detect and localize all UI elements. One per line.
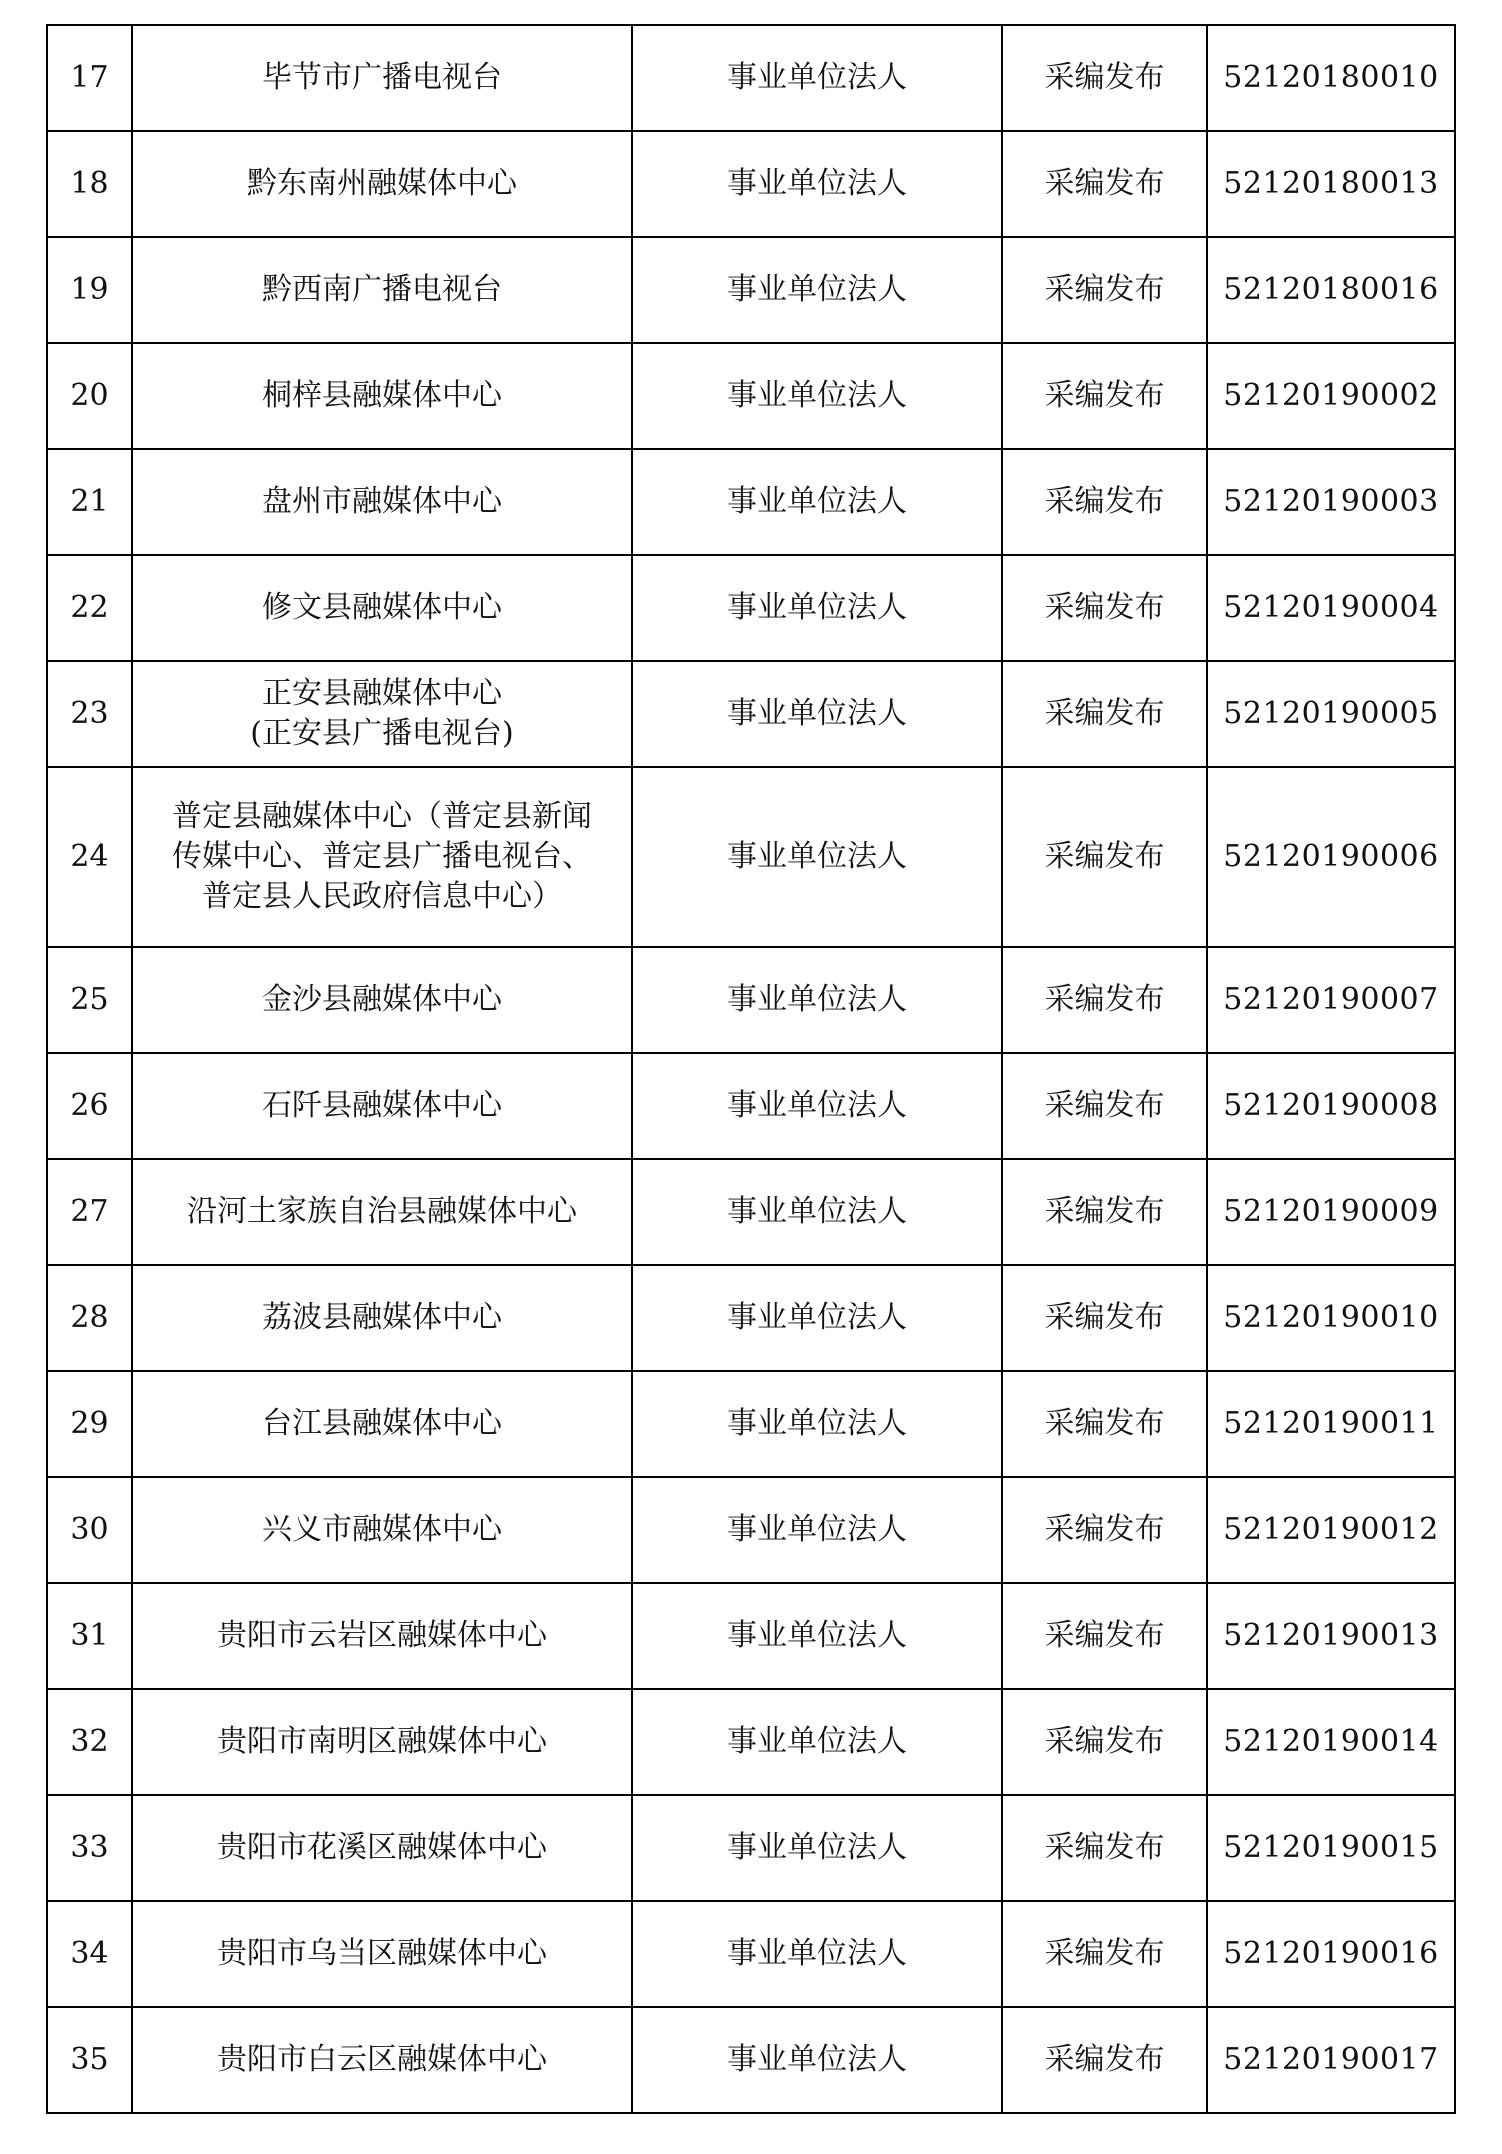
entity-type-cell: 事业单位法人	[632, 1689, 1002, 1795]
table-row	[47, 131, 1455, 237]
license-code-cell: 52120190016	[1207, 1901, 1455, 2007]
row-number-cell: 35	[47, 2007, 132, 2113]
row-number-cell: 19	[47, 237, 132, 343]
service-scope-cell: 采编发布	[1002, 449, 1207, 555]
row-number-cell: 18	[47, 131, 132, 237]
service-scope-cell: 采编发布	[1002, 555, 1207, 661]
table-row	[47, 25, 1455, 131]
table-row	[47, 1583, 1455, 1689]
table-row	[47, 661, 1455, 767]
service-scope-cell: 采编发布	[1002, 1053, 1207, 1159]
table-row	[47, 1053, 1455, 1159]
table-row	[47, 237, 1455, 343]
organization-name-line: 兴义市融媒体中心	[262, 1512, 502, 1547]
license-code-cell: 52120190003	[1207, 449, 1455, 555]
license-code-cell: 52120190007	[1207, 947, 1455, 1053]
service-scope-cell: 采编发布	[1002, 237, 1207, 343]
entity-type-cell: 事业单位法人	[632, 131, 1002, 237]
organization-name-line: 贵阳市云岩区融媒体中心	[217, 1618, 547, 1653]
license-code-cell: 52120180016	[1207, 237, 1455, 343]
entity-type-cell: 事业单位法人	[632, 947, 1002, 1053]
organization-name-cell	[132, 1795, 632, 1901]
service-scope-cell: 采编发布	[1002, 661, 1207, 767]
organization-name-cell	[132, 1159, 632, 1265]
organization-name-line: (正安县广播电视台)	[250, 716, 514, 751]
organization-name-cell	[132, 947, 632, 1053]
organization-name-line: 传媒中心、普定县广播电视台、	[172, 839, 592, 874]
organization-name-cell	[132, 449, 632, 555]
row-number-cell: 28	[47, 1265, 132, 1371]
organization-name-line: 沿河土家族自治县融媒体中心	[187, 1194, 577, 1229]
organization-name-cell	[132, 1371, 632, 1477]
organization-name-cell	[132, 237, 632, 343]
table-row	[47, 1901, 1455, 2007]
organization-name-line: 普定县融媒体中心（普定县新闻	[172, 799, 592, 834]
organization-name-line: 台江县融媒体中心	[262, 1406, 502, 1441]
organization-name-cell	[132, 1053, 632, 1159]
service-scope-cell: 采编发布	[1002, 1901, 1207, 2007]
organization-name-line: 黔东南州融媒体中心	[247, 166, 517, 201]
service-scope-cell: 采编发布	[1002, 947, 1207, 1053]
license-code-cell: 52120190009	[1207, 1159, 1455, 1265]
license-code-cell: 52120190011	[1207, 1371, 1455, 1477]
organization-name-cell	[132, 1477, 632, 1583]
table-row	[47, 1159, 1455, 1265]
organization-name-cell	[132, 767, 632, 947]
organization-name-line: 盘州市融媒体中心	[262, 484, 502, 519]
license-code-cell: 52120190017	[1207, 2007, 1455, 2113]
organization-name-cell	[132, 131, 632, 237]
row-number-cell: 34	[47, 1901, 132, 2007]
license-code-cell: 52120190014	[1207, 1689, 1455, 1795]
organization-name-cell	[132, 25, 632, 131]
row-number-cell: 27	[47, 1159, 132, 1265]
row-number-cell: 30	[47, 1477, 132, 1583]
service-scope-cell: 采编发布	[1002, 1265, 1207, 1371]
registry-table-body	[47, 25, 1455, 2113]
organization-name-cell	[132, 1265, 632, 1371]
organization-name-line: 毕节市广播电视台	[262, 60, 502, 95]
service-scope-cell: 采编发布	[1002, 1371, 1207, 1477]
entity-type-cell: 事业单位法人	[632, 555, 1002, 661]
table-row	[47, 947, 1455, 1053]
organization-name-line: 正安县融媒体中心	[262, 676, 502, 711]
license-code-cell: 52120190002	[1207, 343, 1455, 449]
license-code-cell: 52120180010	[1207, 25, 1455, 131]
organization-name-cell	[132, 1901, 632, 2007]
entity-type-cell: 事业单位法人	[632, 1583, 1002, 1689]
organization-name-line: 金沙县融媒体中心	[262, 982, 502, 1017]
license-code-cell: 52120190010	[1207, 1265, 1455, 1371]
entity-type-cell: 事业单位法人	[632, 237, 1002, 343]
entity-type-cell: 事业单位法人	[632, 2007, 1002, 2113]
entity-type-cell: 事业单位法人	[632, 661, 1002, 767]
entity-type-cell: 事业单位法人	[632, 25, 1002, 131]
organization-name-line: 黔西南广播电视台	[262, 272, 502, 307]
table-row	[47, 1265, 1455, 1371]
row-number-cell: 20	[47, 343, 132, 449]
organization-name-cell	[132, 555, 632, 661]
organization-name-line: 贵阳市白云区融媒体中心	[217, 2042, 547, 2077]
entity-type-cell: 事业单位法人	[632, 1053, 1002, 1159]
table-row	[47, 343, 1455, 449]
organization-name-line: 石阡县融媒体中心	[262, 1088, 502, 1123]
service-scope-cell: 采编发布	[1002, 343, 1207, 449]
table-row	[47, 555, 1455, 661]
table-row	[47, 1795, 1455, 1901]
service-scope-cell: 采编发布	[1002, 1159, 1207, 1265]
row-number-cell: 24	[47, 767, 132, 947]
service-scope-cell: 采编发布	[1002, 1689, 1207, 1795]
service-scope-cell: 采编发布	[1002, 25, 1207, 131]
organization-name-line: 修文县融媒体中心	[262, 590, 502, 625]
license-code-cell: 52120190013	[1207, 1583, 1455, 1689]
organization-name-cell	[132, 1583, 632, 1689]
entity-type-cell: 事业单位法人	[632, 1159, 1002, 1265]
registry-table-container	[46, 24, 1454, 2114]
organization-name-cell	[132, 2007, 632, 2113]
row-number-cell: 33	[47, 1795, 132, 1901]
organization-name-cell	[132, 343, 632, 449]
row-number-cell: 29	[47, 1371, 132, 1477]
row-number-cell: 17	[47, 25, 132, 131]
table-row	[47, 449, 1455, 555]
table-row	[47, 1477, 1455, 1583]
license-code-cell: 52120190015	[1207, 1795, 1455, 1901]
registry-table	[46, 24, 1456, 2114]
organization-name-line: 贵阳市乌当区融媒体中心	[217, 1936, 547, 1971]
license-code-cell: 52120190004	[1207, 555, 1455, 661]
entity-type-cell: 事业单位法人	[632, 1795, 1002, 1901]
license-code-cell: 52120180013	[1207, 131, 1455, 237]
entity-type-cell: 事业单位法人	[632, 1265, 1002, 1371]
row-number-cell: 22	[47, 555, 132, 661]
organization-name-line: 贵阳市花溪区融媒体中心	[217, 1830, 547, 1865]
entity-type-cell: 事业单位法人	[632, 767, 1002, 947]
organization-name-cell	[132, 1689, 632, 1795]
service-scope-cell: 采编发布	[1002, 1583, 1207, 1689]
license-code-cell: 52120190008	[1207, 1053, 1455, 1159]
table-row	[47, 2007, 1455, 2113]
row-number-cell: 31	[47, 1583, 132, 1689]
row-number-cell: 26	[47, 1053, 132, 1159]
entity-type-cell: 事业单位法人	[632, 1901, 1002, 2007]
entity-type-cell: 事业单位法人	[632, 1371, 1002, 1477]
service-scope-cell: 采编发布	[1002, 1477, 1207, 1583]
service-scope-cell: 采编发布	[1002, 767, 1207, 947]
row-number-cell: 23	[47, 661, 132, 767]
row-number-cell: 32	[47, 1689, 132, 1795]
table-row	[47, 767, 1455, 947]
row-number-cell: 21	[47, 449, 132, 555]
entity-type-cell: 事业单位法人	[632, 1477, 1002, 1583]
service-scope-cell: 采编发布	[1002, 2007, 1207, 2113]
license-code-cell: 52120190006	[1207, 767, 1455, 947]
entity-type-cell: 事业单位法人	[632, 449, 1002, 555]
organization-name-line: 普定县人民政府信息中心）	[202, 879, 562, 914]
organization-name-line: 贵阳市南明区融媒体中心	[217, 1724, 547, 1759]
organization-name-line: 荔波县融媒体中心	[262, 1300, 502, 1335]
entity-type-cell: 事业单位法人	[632, 343, 1002, 449]
license-code-cell: 52120190012	[1207, 1477, 1455, 1583]
license-code-cell: 52120190005	[1207, 661, 1455, 767]
table-row	[47, 1371, 1455, 1477]
table-row	[47, 1689, 1455, 1795]
service-scope-cell: 采编发布	[1002, 1795, 1207, 1901]
organization-name-line: 桐梓县融媒体中心	[262, 378, 502, 413]
service-scope-cell: 采编发布	[1002, 131, 1207, 237]
organization-name-cell	[132, 661, 632, 767]
row-number-cell: 25	[47, 947, 132, 1053]
